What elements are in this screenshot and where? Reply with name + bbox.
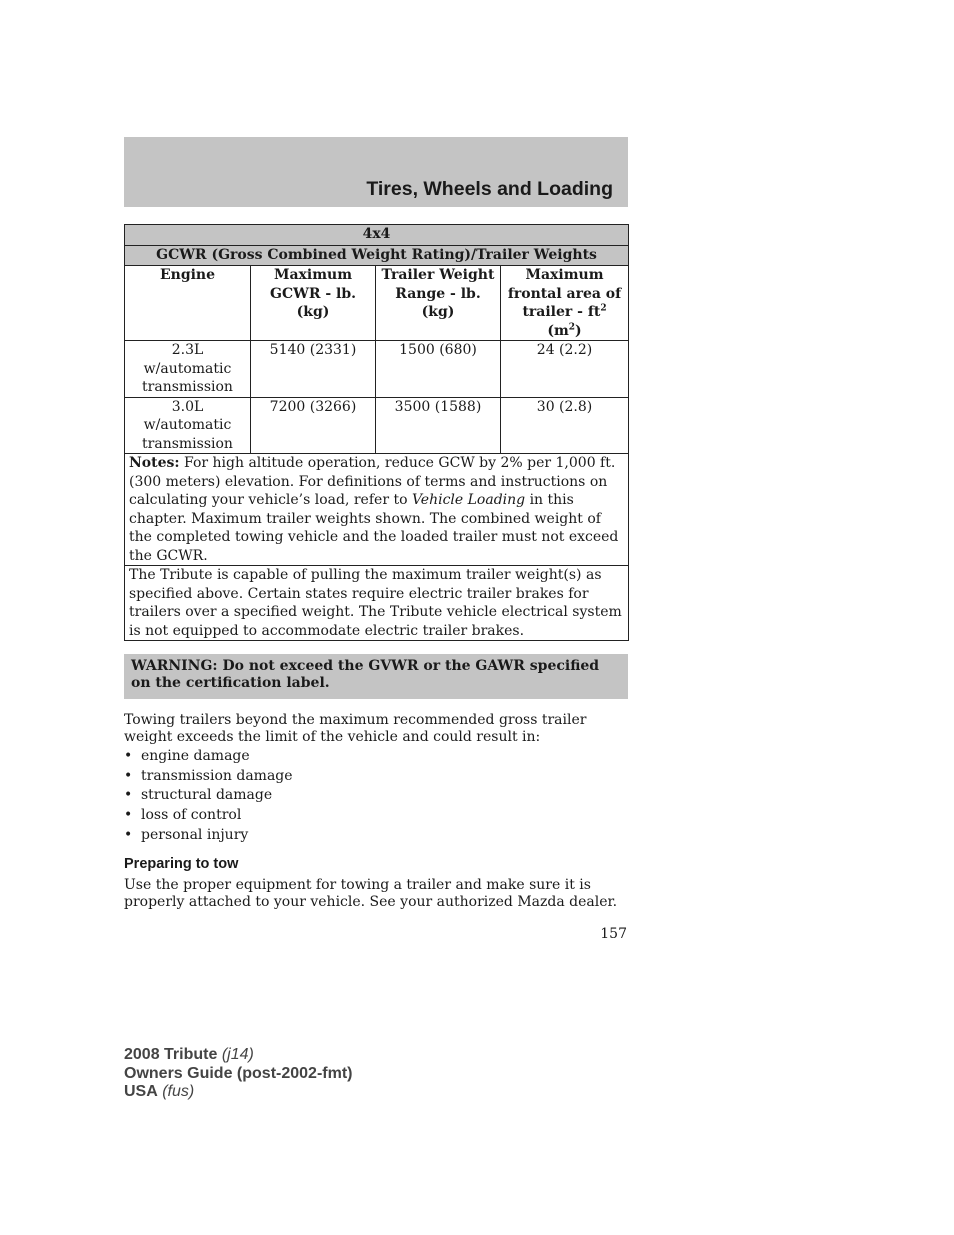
column-header-trailer-range: Trailer Weight Range - lb. (kg): [376, 266, 501, 341]
list-item: [124, 826, 293, 846]
list-item: [124, 786, 293, 806]
column-header-frontal-area: [501, 266, 629, 341]
bullet-icon: •: [124, 767, 133, 784]
trailer-weights-table: [124, 224, 629, 641]
list-item: [124, 767, 293, 787]
cell-frontal-area: 24 (2.2): [501, 341, 629, 398]
footer-market: USA: [124, 1083, 158, 1100]
frontal-area-sup-m: 2: [568, 321, 576, 332]
footer-guide: Owners Guide (post-2002-fmt): [124, 1064, 353, 1082]
table-notes: [125, 454, 629, 566]
list-item-text: structural damage: [141, 787, 273, 804]
list-item: [124, 806, 293, 826]
bullet-icon: •: [124, 787, 133, 804]
cell-max-gcwr: 7200 (3266): [251, 397, 376, 454]
table-title: 4x4: [125, 225, 629, 246]
list-item-text: transmission damage: [141, 767, 293, 784]
cell-trailer-range: 3500 (1588): [376, 397, 501, 454]
list-item-text: personal injury: [141, 826, 249, 843]
list-item: [124, 747, 293, 767]
vehicle-loading-reference: Vehicle Loading: [411, 492, 526, 508]
list-item-text: loss of control: [141, 807, 242, 824]
notes-text-1: For high altitude operation, reduce GCW by 2% per 1,000 ft. (300 meters) elevation. For definitions of terms and instructions on calculating your vehicle’s load, refer to: [129, 455, 616, 508]
cell-frontal-area: 30 (2.8): [501, 397, 629, 454]
column-header-engine: Engine: [125, 266, 251, 341]
table-row: [125, 341, 629, 398]
list-item-text: engine damage: [141, 748, 250, 764]
warning-box: WARNING: Do not exceed the GVWR or the GAWR specified on the certification label.: [124, 654, 628, 699]
cell-engine: 2.3L w/automatic transmission: [125, 341, 251, 398]
footer-model-code: (j14): [217, 1046, 254, 1063]
footer-market-code: (fus): [157, 1083, 195, 1100]
cell-engine: 3.0L w/automatic transmission: [125, 397, 251, 454]
table-subtitle: GCWR (Gross Combined Weight Rating)/Trailer Weights: [125, 246, 629, 266]
cell-max-gcwr: 5140 (2331): [251, 341, 376, 398]
section-title: Tires, Wheels and Loading: [366, 178, 613, 200]
section-header-band: [124, 137, 628, 207]
intro-paragraph: Towing trailers beyond the maximum recommended gross trailer weight exceeds the limit of the vehicle and could result in:: [124, 712, 587, 745]
frontal-area-close: ): [575, 322, 582, 339]
table-header-row: [125, 266, 629, 341]
cell-trailer-range: 1500 (680): [376, 341, 501, 398]
frontal-area-label: Maximum frontal area of trailer - ft: [507, 267, 622, 320]
section-paragraph: Use the proper equipment for towing a trailer and make sure it is properly attached to your vehicle. See your authorized Mazda dealer.: [124, 877, 618, 910]
frontal-area-metric: (m: [547, 322, 569, 339]
frontal-area-sup-ft: 2: [600, 303, 607, 314]
notes-label: Notes:: [129, 455, 180, 471]
table-note-electric-brakes: The Tribute is capable of pulling the maximum trailer weight(s) as specified above. Certain states require electric trailer brakes for trailers over a specified weight. The Tribute vehicle electrical system is not equipped to accommodate electric trailer brakes.: [125, 566, 629, 641]
bullet-icon: •: [124, 748, 133, 764]
column-header-max-gcwr: Maximum GCWR - lb. (kg): [251, 266, 376, 341]
footer-model: 2008 Tribute: [124, 1046, 218, 1063]
damage-list: [124, 747, 293, 845]
bullet-icon: •: [124, 826, 133, 843]
table-row: [125, 397, 629, 454]
document-footer: [124, 1046, 352, 1102]
page-number: 157: [600, 926, 627, 942]
bullet-icon: •: [124, 807, 133, 824]
section-heading: Preparing to tow: [124, 856, 239, 872]
notes-text-2: in this chapter. Maximum trailer weights shown. The combined weight of the completed towing vehicle and the loaded trailer must not exceed the GCWR.: [129, 492, 619, 564]
